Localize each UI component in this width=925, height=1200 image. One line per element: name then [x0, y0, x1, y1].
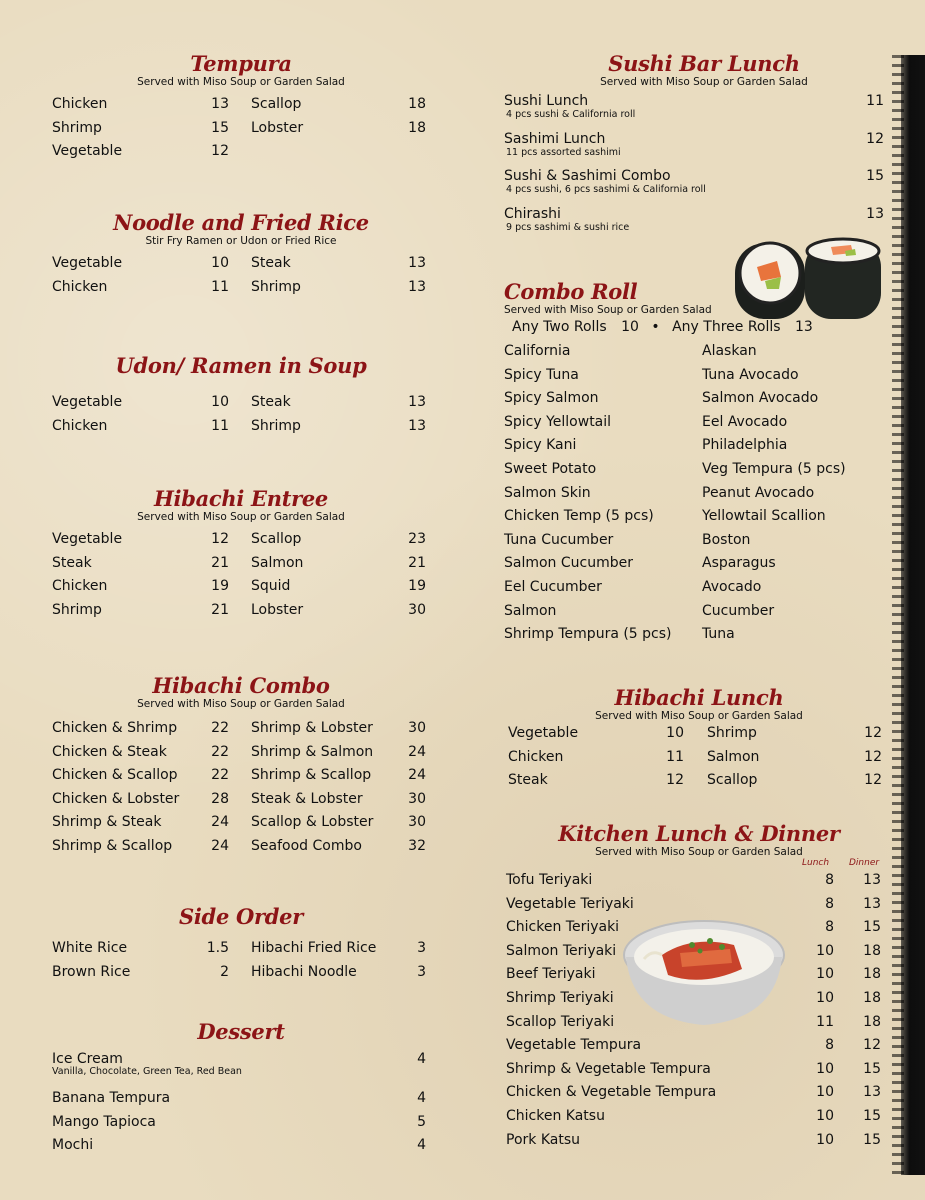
roll-name: Avocado [702, 578, 762, 595]
dinner-price: 18 [863, 966, 881, 983]
item-price: 4 [417, 1090, 426, 1106]
item-price: 12 [864, 772, 882, 789]
section-subtitle: Served with Miso Soup or Garden Salad [600, 76, 808, 88]
item-price: 10 [211, 394, 229, 410]
item-price: 13 [866, 205, 884, 222]
left-column [52, 0, 430, 1200]
item-name: Squid [251, 578, 291, 595]
menu-row [52, 717, 430, 741]
roll-name: Chicken Temp (5 pcs) [504, 508, 654, 525]
roll-name: Cucumber [702, 602, 775, 619]
roll-name: Spicy Tuna [504, 366, 579, 383]
item-name: Shrimp & Steak [52, 814, 162, 831]
lunch-price: 10 [816, 1084, 834, 1101]
item-name: Steak [251, 394, 291, 410]
dinner-price: 18 [863, 989, 881, 1006]
item-list [52, 1087, 430, 1158]
item-price: 4 [417, 1137, 426, 1154]
item-name: Chicken & Shrimp [52, 720, 178, 736]
item-name: Vegetable [52, 143, 123, 160]
item-price: 11 [211, 417, 229, 434]
roll-row [504, 364, 884, 388]
section-subtitle: Served with Miso Soup or Garden Salad [595, 846, 803, 858]
menu-row [52, 575, 430, 599]
item-price: 30 [408, 720, 426, 736]
lunch-price: 8 [825, 895, 834, 912]
item-name: Steak [52, 554, 92, 571]
menu-row [504, 1034, 884, 1058]
item-name: Shrimp [251, 278, 301, 295]
section-title: Sushi Bar Lunch [608, 51, 800, 76]
roll-name: Eel Cucumber [504, 578, 602, 595]
item-description: 4 pcs sushi, 6 pcs sashimi & California roll [506, 184, 706, 195]
any-three-label: Any Three Rolls [672, 319, 781, 335]
item-name: Chicken Teriyaki [506, 919, 620, 936]
roll-row [504, 529, 884, 553]
dinner-price: 12 [863, 1037, 881, 1054]
item-price: 24 [408, 767, 426, 784]
item-name: Beef Teriyaki [506, 966, 596, 983]
lunch-price: 10 [816, 1131, 834, 1148]
item-name: Brown Rice [52, 963, 131, 980]
lunch-price: 8 [825, 919, 834, 936]
roll-row [504, 340, 884, 364]
item-name: Steak [251, 255, 291, 271]
item-price: 18 [408, 119, 426, 136]
item-price: 21 [211, 601, 229, 618]
teriyaki-bowl-image [622, 915, 786, 1027]
item-price: 22 [211, 767, 229, 784]
item-name: Vegetable [52, 531, 123, 547]
item-price: 13 [211, 96, 229, 112]
lunch-price: 11 [816, 1013, 834, 1030]
item-name: Shrimp [52, 119, 102, 136]
section-title: Hibachi Entree [153, 486, 328, 511]
menu-row [52, 528, 430, 552]
item-name: Chicken & Steak [52, 743, 167, 760]
item-name: Vegetable [52, 255, 123, 271]
dinner-price: 15 [863, 1060, 881, 1077]
item-list [504, 92, 884, 242]
item-name: Salmon [251, 554, 304, 571]
menu-row [52, 276, 430, 300]
item-name: Ice Cream [52, 1051, 123, 1067]
combo-pricing [504, 316, 884, 338]
ink-brush-stroke [901, 55, 925, 1175]
roll-name: Spicy Kani [504, 437, 577, 454]
roll-name: Tuna Avocado [702, 366, 799, 383]
dinner-price: 13 [863, 895, 881, 912]
section-title: Hibachi Combo [152, 673, 330, 698]
section-title: Side Order [179, 904, 303, 929]
item-name: Vegetable [52, 394, 123, 410]
item-name: Sushi Lunch [504, 93, 589, 109]
sushi-roll-image [735, 237, 883, 319]
menu-item [52, 1050, 430, 1087]
item-grid [52, 717, 430, 859]
menu-row [52, 252, 430, 276]
roll-name: California [504, 343, 571, 359]
item-name: Shrimp Teriyaki [506, 989, 614, 1006]
item-name: Chicken [508, 748, 564, 765]
section-title: Kitchen Lunch & Dinner [558, 821, 840, 846]
section-subtitle: Served with Miso Soup or Garden Salad [595, 710, 803, 722]
item-price: 19 [408, 578, 426, 595]
section-udon-ramen [52, 354, 430, 438]
item-description: Vanilla, Chocolate, Green Tea, Red Bean [52, 1066, 242, 1077]
menu-row [52, 117, 430, 141]
item-name: Shrimp & Vegetable Tempura [506, 1060, 711, 1077]
item-price: 28 [211, 790, 229, 807]
item-price: 11 [666, 748, 684, 765]
dinner-price: 15 [863, 1107, 881, 1124]
item-name: White Rice [52, 940, 128, 956]
item-name: Chicken & Lobster [52, 790, 180, 807]
roll-name: Veg Tempura (5 pcs) [702, 460, 846, 477]
item-price: 15 [211, 119, 229, 136]
item-name: Vegetable Tempura [506, 1037, 642, 1054]
section-noodle-fried-rice [52, 211, 430, 299]
roll-name: Tuna [702, 626, 735, 643]
item-price: 3 [417, 963, 426, 980]
dinner-price: 18 [863, 1013, 881, 1030]
item-name: Shrimp & Lobster [251, 720, 373, 736]
section-title: Hibachi Lunch [614, 685, 784, 710]
section-hibachi-entree [52, 487, 430, 622]
item-name: Salmon [707, 748, 760, 765]
roll-name: Spicy Salmon [504, 390, 599, 407]
roll-row [504, 411, 884, 435]
item-price: 13 [408, 278, 426, 295]
roll-row [504, 552, 884, 576]
item-description: 11 pcs assorted sashimi [506, 146, 621, 158]
menu-row [52, 835, 430, 859]
section-subtitle: Served with Miso Soup or Garden Salad [137, 76, 345, 88]
item-name: Shrimp [52, 601, 102, 618]
section-subtitle: Served with Miso Soup or Garden Salad [504, 304, 712, 316]
item-price: 2 [220, 963, 229, 980]
item-name: Sushi & Sashimi Combo [504, 168, 671, 184]
lunch-price: 8 [825, 872, 834, 888]
section-subtitle: Served with Miso Soup or Garden Salad [137, 698, 345, 710]
roll-name: Spicy Yellowtail [504, 413, 612, 430]
roll-row [504, 482, 884, 506]
roll-name: Eel Avocado [702, 413, 788, 430]
item-price: 30 [408, 790, 426, 807]
item-name: Chicken & Scallop [52, 767, 178, 784]
menu-row [52, 741, 430, 765]
item-name: Shrimp & Salmon [251, 743, 374, 760]
menu-row [52, 811, 430, 835]
item-price: 12 [211, 143, 229, 160]
menu-row [504, 1081, 884, 1105]
roll-name: Asparagus [702, 555, 776, 572]
item-price: 12 [666, 772, 684, 789]
item-name: Pork Katsu [506, 1131, 580, 1148]
section-title: Tempura [190, 51, 292, 76]
item-price: 12 [211, 531, 229, 547]
item-name: Scallop [251, 96, 302, 112]
item-grid [504, 722, 884, 793]
menu-row [52, 1111, 430, 1135]
roll-name: Peanut Avocado [702, 484, 815, 501]
lunch-price: 10 [816, 1060, 834, 1077]
lunch-price: 10 [816, 1107, 834, 1124]
menu-row [52, 961, 430, 985]
item-price: 5 [417, 1113, 426, 1130]
item-price: 13 [408, 417, 426, 434]
lunch-price: 10 [816, 966, 834, 983]
menu-row [504, 869, 884, 893]
item-price: 10 [666, 725, 684, 741]
item-price: 13 [408, 394, 426, 410]
menu-row [52, 937, 430, 961]
menu-row [504, 1058, 884, 1082]
dinner-price: 13 [863, 1084, 881, 1101]
item-description: 4 pcs sushi & California roll [506, 109, 636, 120]
roll-name: Boston [702, 531, 751, 548]
item-name: Chicken [52, 578, 108, 595]
section-title: Combo Roll [504, 279, 638, 304]
bullet-separator: • [651, 319, 660, 335]
item-name: Steak & Lobster [251, 790, 363, 807]
item-price: 4 [417, 1051, 426, 1067]
column-headers [504, 858, 884, 869]
item-price: 15 [866, 168, 884, 184]
dinner-price: 18 [863, 942, 881, 959]
item-price: 24 [211, 837, 229, 854]
menu-item [504, 167, 884, 205]
roll-row [504, 387, 884, 411]
item-name: Banana Tempura [52, 1090, 171, 1106]
any-two-price: 10 [621, 319, 639, 335]
section-hibachi-lunch [504, 686, 884, 793]
item-name: Lobster [251, 601, 304, 618]
roll-row [504, 576, 884, 600]
item-price: 22 [211, 743, 229, 760]
item-name: Chicken [52, 96, 108, 112]
menu-row [504, 746, 884, 770]
roll-row [504, 623, 884, 647]
lunch-price: 10 [816, 942, 834, 959]
item-name: Shrimp [251, 417, 301, 434]
section-hibachi-combo [52, 674, 430, 859]
roll-name: Salmon Cucumber [504, 555, 633, 572]
menu-row [52, 415, 430, 439]
section-dessert [52, 1020, 430, 1158]
item-name: Chicken [52, 417, 108, 434]
item-name: Vegetable Teriyaki [506, 895, 634, 912]
section-title: Udon/ Ramen in Soup [115, 353, 367, 378]
item-name: Shrimp & Scallop [52, 837, 173, 854]
item-price: 3 [417, 940, 426, 956]
roll-name: Shrimp Tempura (5 pcs) [504, 626, 672, 643]
menu-row [52, 391, 430, 415]
lunch-header: Lunch [802, 858, 830, 868]
item-grid [52, 391, 430, 438]
any-three-price: 13 [795, 319, 813, 335]
roll-name: Philadelphia [702, 437, 788, 454]
item-price: 30 [408, 814, 426, 831]
item-price: 21 [211, 554, 229, 571]
item-name: Mango Tapioca [52, 1113, 156, 1130]
roll-name: Salmon Skin [504, 484, 591, 501]
any-two-label: Any Two Rolls [512, 319, 607, 335]
item-price: 24 [408, 743, 426, 760]
item-grid [52, 252, 430, 299]
item-price: 12 [864, 725, 882, 741]
menu-row [52, 599, 430, 623]
item-price: 24 [211, 814, 229, 831]
menu-row [504, 1105, 884, 1129]
section-title: Noodle and Fried Rice [113, 210, 369, 235]
roll-name: Alaskan [702, 343, 757, 359]
item-price: 12 [866, 130, 884, 147]
item-price: 13 [408, 255, 426, 271]
menu-row [52, 140, 430, 164]
item-name: Mochi [52, 1137, 94, 1154]
lunch-price: 8 [825, 1037, 834, 1054]
roll-name: Tuna Cucumber [504, 531, 614, 548]
section-combo-roll [504, 280, 884, 647]
menu-row [52, 1134, 430, 1158]
section-subtitle: Served with Miso Soup or Garden Salad [137, 511, 345, 523]
menu-row [52, 552, 430, 576]
section-sushi-bar-lunch [504, 52, 884, 242]
item-name: Sashimi Lunch [504, 130, 606, 147]
item-price: 22 [211, 720, 229, 736]
roll-row [504, 434, 884, 458]
section-tempura [52, 52, 430, 164]
item-name: Chirashi [504, 205, 561, 222]
menu-row [504, 722, 884, 746]
item-grid [52, 93, 430, 164]
item-price: 12 [864, 748, 882, 765]
item-description: 9 pcs sashimi & sushi rice [506, 221, 630, 233]
item-price: 30 [408, 601, 426, 618]
roll-name: Sweet Potato [504, 460, 597, 477]
roll-row [504, 458, 884, 482]
item-price: 1.5 [206, 940, 229, 956]
menu-row [52, 1087, 430, 1111]
item-price: 11 [866, 93, 884, 109]
menu-row [504, 893, 884, 917]
item-price: 21 [408, 554, 426, 571]
roll-row [504, 505, 884, 529]
menu-row [52, 764, 430, 788]
item-name: Steak [508, 772, 548, 789]
item-name: Scallop Teriyaki [506, 1013, 615, 1030]
lunch-price: 10 [816, 989, 834, 1006]
menu-row [504, 1129, 884, 1153]
item-name: Vegetable [508, 725, 579, 741]
item-price: 10 [211, 255, 229, 271]
item-name: Scallop [707, 772, 758, 789]
item-name: Tofu Teriyaki [506, 872, 593, 888]
menu-item [504, 130, 884, 168]
item-price: 32 [408, 837, 426, 854]
item-name: Chicken Katsu [506, 1107, 605, 1124]
item-name: Chicken & Vegetable Tempura [506, 1084, 717, 1101]
dinner-header: Dinner [849, 858, 880, 868]
item-price: 18 [408, 96, 426, 112]
dinner-price: 13 [863, 872, 881, 888]
menu-item [504, 92, 884, 130]
item-grid [52, 937, 430, 984]
roll-name: Salmon Avocado [702, 390, 819, 407]
dinner-price: 15 [863, 1131, 881, 1148]
menu-row [52, 788, 430, 812]
item-price: 23 [408, 531, 426, 547]
roll-name: Salmon [504, 602, 557, 619]
item-price: 11 [211, 278, 229, 295]
item-name: Hibachi Noodle [251, 963, 357, 980]
section-side-order [52, 905, 430, 984]
roll-list [504, 340, 884, 647]
item-name: Lobster [251, 119, 304, 136]
section-subtitle: Stir Fry Ramen or Udon or Fried Rice [145, 235, 337, 247]
menu-row [52, 93, 430, 117]
item-name: Hibachi Fried Rice [251, 940, 377, 956]
dinner-price: 15 [863, 919, 881, 936]
section-title: Dessert [197, 1019, 285, 1044]
item-price: 19 [211, 578, 229, 595]
roll-name: Yellowtail Scallion [702, 508, 826, 525]
item-name: Scallop [251, 531, 302, 547]
roll-row [504, 600, 884, 624]
item-name: Scallop & Lobster [251, 814, 374, 831]
item-name: Salmon Teriyaki [506, 942, 617, 959]
item-grid [52, 528, 430, 622]
item-name: Chicken [52, 278, 108, 295]
menu-row [504, 769, 884, 793]
item-name: Seafood Combo [251, 837, 362, 854]
item-name: Shrimp & Scallop [251, 767, 372, 784]
item-name: Shrimp [707, 725, 757, 741]
